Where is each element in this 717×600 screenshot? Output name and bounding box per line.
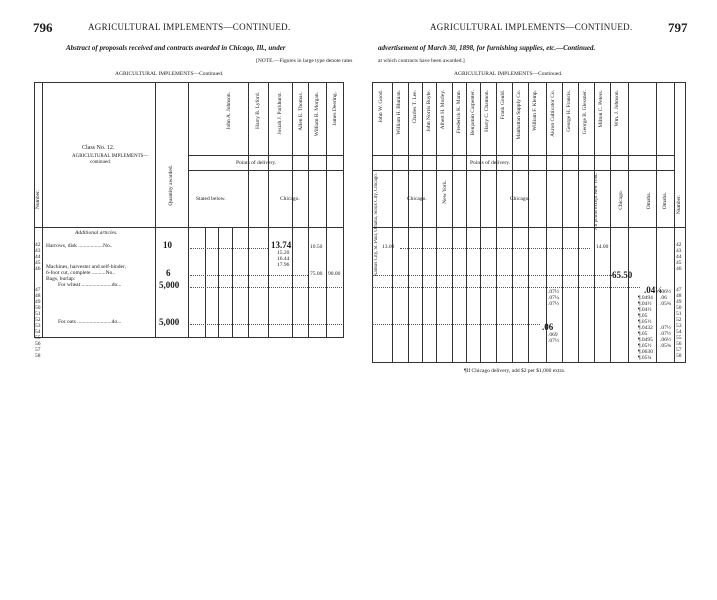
row-number-right: 56 [676, 341, 682, 347]
qty-oats: 5,000 [159, 317, 180, 327]
row-number-right: 52 [676, 317, 682, 323]
row-number-right: 51 [676, 311, 682, 317]
bidder-right-13: George B. Glessner. [582, 90, 588, 135]
chicago-c: Chicago. [618, 190, 624, 210]
manhattan-w1: .07½ [548, 289, 559, 295]
row-number-right: 44 [676, 254, 682, 260]
bidder-right-10: William F. Klemp. [532, 90, 538, 131]
row-number-left: 47 [35, 287, 41, 293]
footnote: ¶If Chicago delivery, add $2 per $1,000 extra. [464, 368, 566, 374]
row-number-left: 54 [35, 329, 41, 335]
row-number-left: 55 [35, 335, 41, 341]
peters-oats-value: ¶.05½ [638, 343, 652, 349]
row-number-right: 57 [676, 347, 682, 353]
good-value: 13.00 [382, 244, 395, 250]
row-number-right: 49 [676, 299, 682, 305]
row-number-left: 46 [35, 266, 41, 272]
bidder-right-6: Benjamin Carpenter. [470, 90, 476, 136]
qty-harrows: 10 [163, 240, 172, 250]
class-sub1: AGRICULTURAL IMPLEMENTS— [72, 154, 149, 159]
manhattan-o3: .07½ [548, 338, 559, 344]
row-number-left: 51 [35, 311, 41, 317]
row-number-right: 45 [676, 260, 682, 266]
row-number-right: 53 [676, 323, 682, 329]
running-head-right: AGRICULTURAL IMPLEMENTS—CONTINUED. [430, 22, 633, 32]
row-number-left: 58 [35, 353, 41, 359]
col-number-right: Number. [676, 195, 682, 215]
additional-articles: Additional articles. [75, 230, 118, 236]
note-left: [NOTE.—Figures in large type denote rates [256, 58, 353, 64]
row-number-left: 43 [35, 248, 41, 254]
row-number-left: 42 [35, 242, 41, 248]
page-number-left: 796 [33, 20, 53, 35]
bidder-left-2: Josiah J. Parkhurst. [277, 92, 283, 135]
row-number-right: 58 [676, 353, 682, 359]
francis-value: 14.00 [596, 244, 609, 250]
item-oats: For oats .........................do... [58, 319, 122, 325]
bidder-right-14: Milton C. Peters. [598, 90, 604, 128]
row-number-left: 56 [35, 341, 41, 347]
glessner-big: 65.50 [612, 270, 633, 280]
page-number-right: 797 [668, 20, 688, 35]
item-machines-2: 6-foot cut, complete ..........No.. [46, 270, 116, 276]
stated-below: Stated below. [196, 196, 226, 202]
bidder-left-1: Harry B. Lyford. [255, 92, 261, 129]
chicago-left: Chicago. [280, 196, 300, 202]
johnson-oats-value: .07½ [660, 325, 671, 331]
bidder-right-9: Manhattan Supply Co. [516, 90, 522, 140]
item-machines-1: Machines, harvester and self-binder, [46, 264, 126, 270]
all-points: All points except New York. [594, 173, 599, 230]
peters-wheat-value: ¶.0494 [638, 295, 653, 301]
bidder-left-3: Allen E. Thomas. [298, 92, 304, 131]
parkhurst-1: 15.20 [277, 250, 290, 256]
qty-machines: 6 [166, 268, 171, 278]
manhattan-w3: .07½ [548, 301, 559, 307]
parkhurst-big: 13.74 [271, 240, 292, 250]
qty-wheat: 5,000 [159, 280, 180, 290]
row-number-left: 52 [35, 317, 41, 323]
bidder-right-3: John Norris Boyle. [426, 90, 432, 132]
row-number-right: 42 [676, 242, 682, 248]
row-number-right: 47 [676, 287, 682, 293]
chicago-a: Chicago. [407, 196, 427, 202]
bidder-right-1: William H. Blunian. [396, 90, 402, 135]
row-number-right: 48 [676, 293, 682, 299]
row-number-left: 49 [35, 299, 41, 305]
running-head-left: AGRICULTURAL IMPLEMENTS—CONTINUED. [88, 22, 291, 32]
manhattan-o2: .069 [548, 332, 558, 338]
johnson-wheat-value: .06 [660, 295, 667, 301]
row-number-left: 53 [35, 323, 41, 329]
row-number-right: 46 [676, 266, 682, 272]
row-number-left: 45 [35, 260, 41, 266]
bidder-right-8: Frank Gould. [500, 90, 506, 120]
thomas-value: 10.50 [310, 244, 323, 250]
row-number-left: 57 [35, 347, 41, 353]
col-number-left: Number. [35, 190, 41, 210]
peters-wheat-value: ¶.05 [638, 313, 648, 319]
row-number-right: 43 [676, 248, 682, 254]
table-caption-right: AGRICULTURAL IMPLEMENTS—Continued. [454, 71, 563, 77]
bidder-right-0: John W. Good. [378, 90, 384, 123]
kansas-city: Kansas City, St. Paul, Omaha, Sioux City, Chicago. [374, 173, 379, 277]
manhattan-w2: .07¼ [548, 295, 559, 301]
peters-oats-value: ¶.0630 [638, 349, 653, 355]
parkhurst-2: 16.44 [277, 256, 290, 262]
table-caption-left: AGRICULTURAL IMPLEMENTS—Continued. [115, 71, 224, 77]
johnson-oats-value: .06½ [660, 337, 671, 343]
row-number-left: 48 [35, 293, 41, 299]
bidder-right-15: Wm. J. Johnson. [614, 90, 620, 127]
parkhurst-3: 17.96 [277, 262, 290, 268]
item-bags: Bags, burlap: [46, 276, 76, 282]
item-wheat: For wheat ......................do... [58, 282, 122, 288]
peters-oats-value: ¶.0495 [638, 337, 653, 343]
bidder-right-11: Akron Cultivator Co. [550, 90, 556, 137]
class-sub2: continued. [90, 160, 111, 165]
points-delivery-right: Points of delivery. [470, 160, 511, 166]
johnson-oats-value: .07½ [660, 331, 671, 337]
bidder-left-5: James Deering. [332, 92, 338, 126]
peters-big: .04¼ [644, 285, 662, 295]
bidder-right-5: Frederick K. Mann. [456, 90, 462, 134]
peters-wheat-value: ¶.04½ [638, 301, 652, 307]
bidder-left-0: John A. Johnson. [226, 92, 232, 130]
johnson-oats-value: .05¾ [660, 343, 671, 349]
johnson-wheat-value: .06½ [660, 289, 671, 295]
bidder-right-12: George H. Francis. [566, 90, 572, 132]
row-number-right: 50 [676, 305, 682, 311]
bidder-left-4: William R. Morgan. [314, 92, 320, 137]
bidder-right-2: Charles T. Lee. [412, 90, 418, 124]
row-number-right: 55 [676, 335, 682, 341]
omaha-a: Omaha. [646, 192, 652, 210]
item-harrows: Harrows, disk ..................No.. [46, 243, 113, 249]
abstract-title-left: Abstract of proposals received and contracts awarded in Chicago, Ill., under [66, 44, 286, 52]
bidder-right-7: Harry C. Channon. [484, 90, 490, 132]
abstract-title-right: advertisement of March 30, 1898, for furnishing supplies, etc.—Continued. [378, 44, 596, 52]
manhattan-o-big: .06 [542, 322, 554, 332]
johnson-wheat-value: .05¾ [660, 301, 671, 307]
row-number-left: 44 [35, 254, 41, 260]
note-right: at which contracts have been awarded.] [378, 58, 465, 64]
bidder-right-4: Albert H. Morley. [440, 90, 446, 130]
peters-oats-value: ¶.05 [638, 331, 648, 337]
peters-oats-value: ¶.0432 [638, 325, 653, 331]
new-york: New York. [442, 180, 448, 204]
morgan-value: 75.00 [310, 271, 323, 277]
class-title: Class No. 12. [82, 145, 115, 151]
row-number-right: 54 [676, 329, 682, 335]
row-number-left: 50 [35, 305, 41, 311]
peters-wheat-value: ¶.04½ [638, 307, 652, 313]
peters-oats-value: ¶.05¼ [638, 355, 652, 361]
omaha-b: Omaha. [662, 192, 668, 210]
peters-wheat-value: ¶.05½ [638, 319, 652, 325]
points-delivery-left: Points of delivery. [236, 160, 277, 166]
deering-value: 90.00 [328, 271, 341, 277]
col-quantity-left: Quantity awarded. [168, 165, 174, 206]
chicago-b: Chicago. [510, 196, 530, 202]
